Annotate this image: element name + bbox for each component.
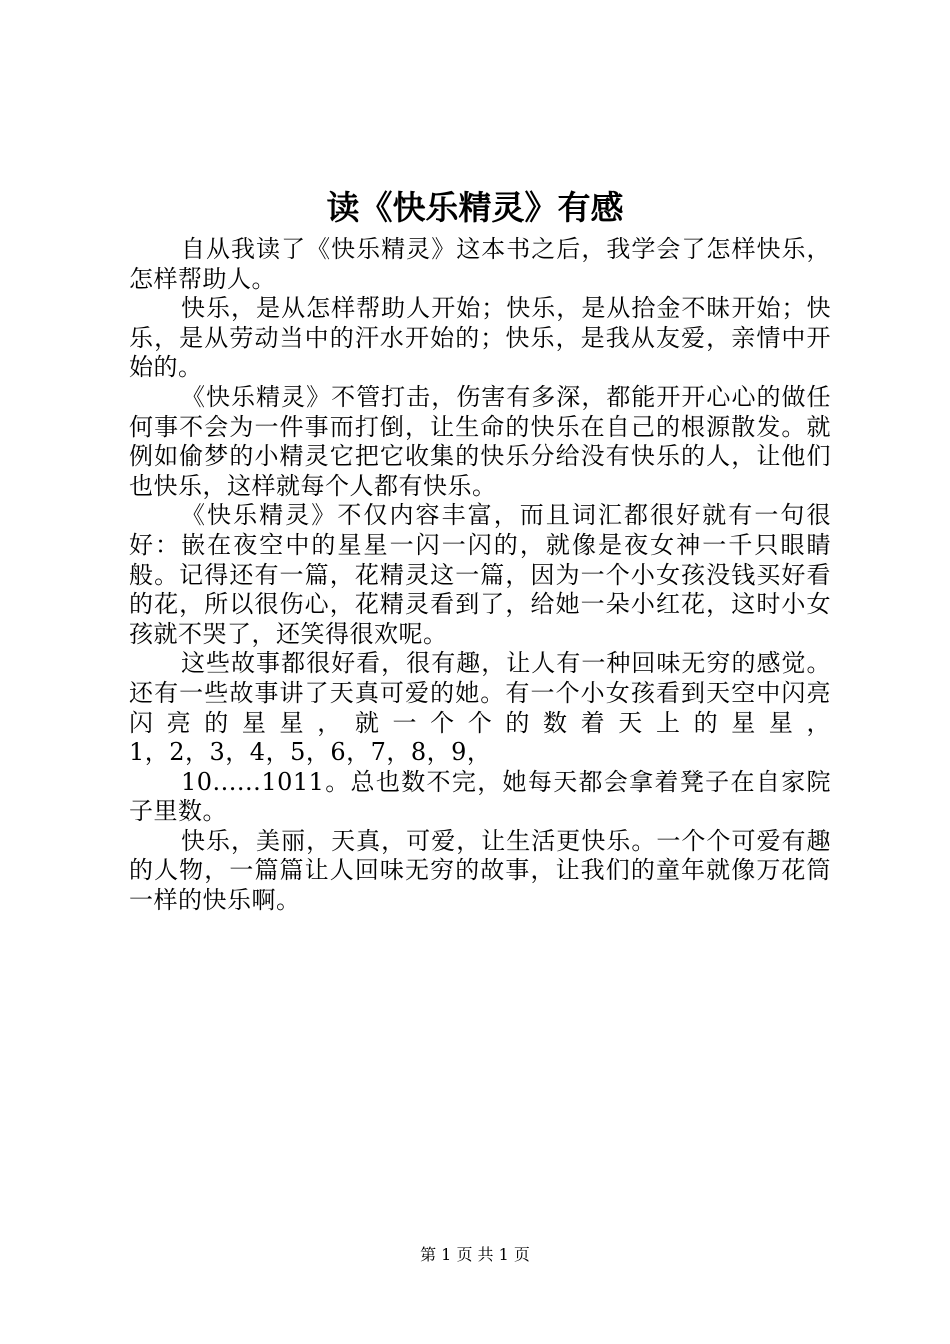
- paragraph-1: 自从我读了《快乐精灵》这本书之后，我学会了怎样快乐，怎样帮助人。: [129, 235, 831, 293]
- paragraph-3: 《快乐精灵》不管打击，伤害有多深，都能开开心心的做任何事不会为一件事而打倒，让生命的快乐在自己的根源散发。就例如偷梦的小精灵它把它收集的快乐分给没有快乐的人，让他们也快乐，这样就每个人都有快乐。: [129, 382, 831, 500]
- paragraph-5: 这些故事都很好看，很有趣，让人有一种回味无穷的感觉。还有一些故事讲了天真可爱的她。有一个小女孩看到天空中闪亮闪亮的星星，就一个个的数着天上的星星，: [129, 649, 831, 737]
- page-footer: 第 1 页 共 1 页: [420, 1245, 530, 1264]
- document-body: [129, 235, 831, 916]
- paragraph-8: 快乐，美丽，天真，可爱，让生活更快乐。一个个可爱有趣的人物，一篇篇让人回味无穷的故事，让我们的童年就像万花筒一样的快乐啊。: [129, 826, 831, 915]
- paragraph-7: 10......1011。总也数不完，她每天都会拿着凳子在自家院子里数。: [129, 767, 831, 826]
- paragraph-4: 《快乐精灵》不仅内容丰富，而且词汇都很好就有一句很好：嵌在夜空中的星星一闪一闪的，就像是夜女神一千只眼睛般。记得还有一篇，花精灵这一篇，因为一个小女孩没钱买好看的花，所以很伤心，花精灵看到了，给她一朵小红花，这时小女孩就不哭了，还笑得很欢呢。: [129, 501, 831, 648]
- paragraph-6: 1，2，3，4，5，6，7，8，9，: [129, 738, 492, 767]
- paragraph-2: 快乐，是从怎样帮助人开始；快乐，是从拾金不昧开始；快乐，是从劳动当中的汗水开始的；快乐，是我从友爱，亲情中开始的。: [129, 294, 831, 382]
- page-title: 读《快乐精灵》有感: [326, 188, 624, 227]
